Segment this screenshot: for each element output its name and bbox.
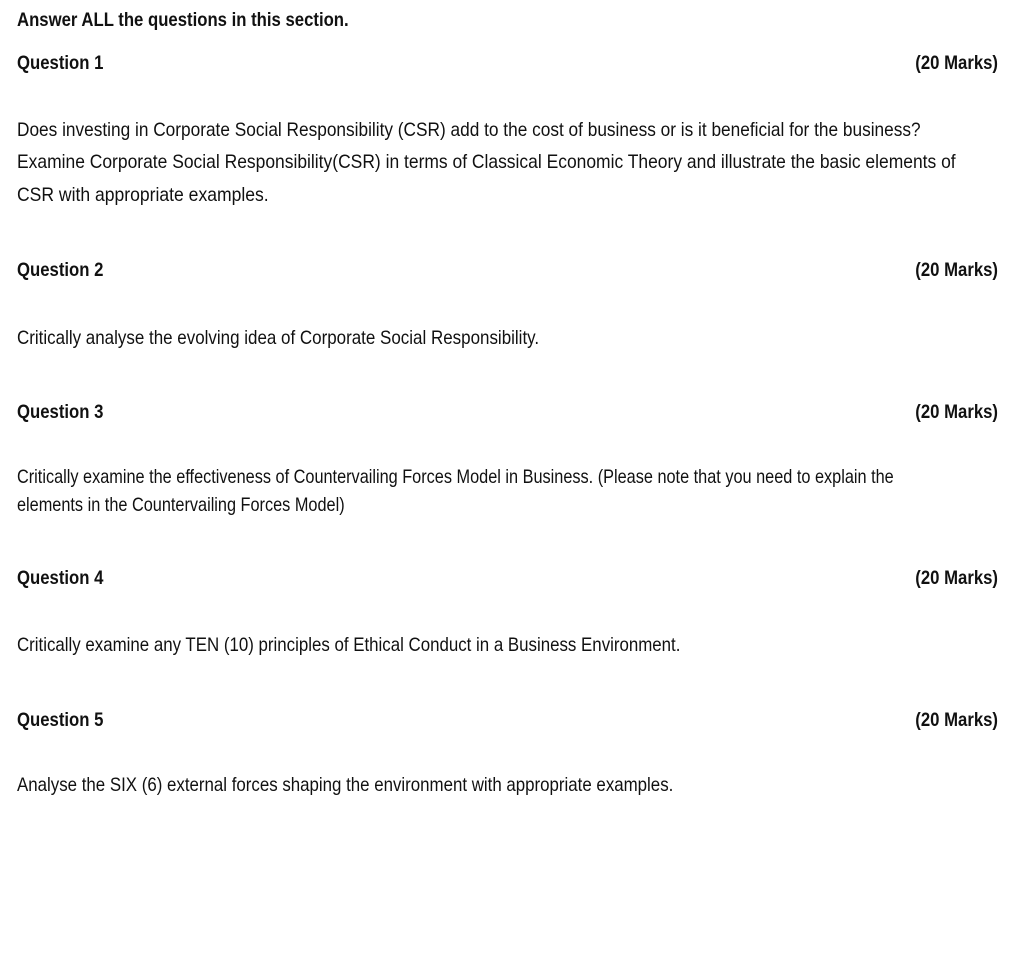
question-4-marks: (20 Marks)	[915, 568, 998, 589]
question-2-marks: (20 Marks)	[915, 260, 998, 281]
question-3-label: Question 3	[17, 402, 104, 423]
question-3-text-line-2: elements in the Countervailing Forces Model)	[17, 494, 345, 516]
question-2-label: Question 2	[17, 260, 104, 281]
question-1-text-line-1: Does investing in Corporate Social Responsibility (CSR) add to the cost of business or is it beneficial for the business?	[17, 119, 921, 141]
question-3-text-line-1: Critically examine the effectiveness of Countervailing Forces Model in Business. (Please note that you need to explain the	[17, 466, 894, 488]
question-4-label: Question 4	[17, 568, 104, 589]
question-1-text-line-3: CSR with appropriate examples.	[17, 184, 269, 206]
question-5-marks: (20 Marks)	[915, 710, 998, 731]
question-2-text-line-1: Critically analyse the evolving idea of Corporate Social Responsibility.	[17, 327, 540, 349]
section-instruction: Answer ALL the questions in this section.	[17, 10, 349, 31]
question-1-text-line-2: Examine Corporate Social Responsibility(CSR) in terms of Classical Economic Theory and illustrate the basic elements of	[17, 151, 956, 173]
question-3-marks: (20 Marks)	[915, 402, 998, 423]
question-5-text-line-1: Analyse the SIX (6) external forces shaping the environment with appropriate examples.	[17, 774, 674, 796]
question-1-marks: (20 Marks)	[915, 53, 998, 74]
question-4-text-line-1: Critically examine any TEN (10) principles of Ethical Conduct in a Business Environment.	[17, 634, 681, 656]
question-5-label: Question 5	[17, 710, 104, 731]
question-1-label: Question 1	[17, 53, 104, 74]
